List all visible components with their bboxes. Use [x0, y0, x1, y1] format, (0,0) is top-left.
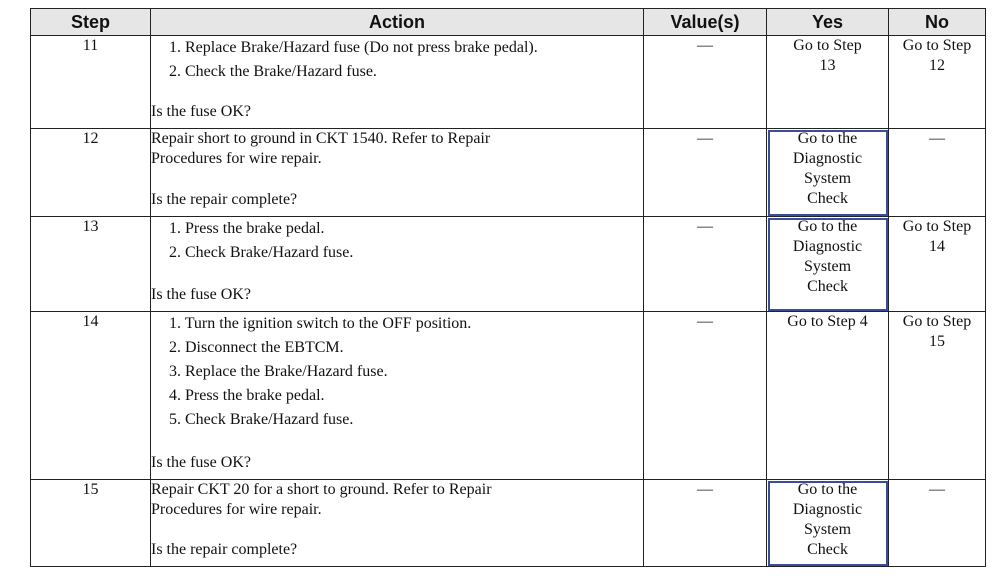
yes-line: Go to the	[797, 481, 858, 498]
yes-cell	[767, 217, 889, 312]
action-cell	[151, 217, 644, 312]
action-question: Is the repair complete?	[151, 541, 298, 558]
no-cell	[889, 480, 986, 567]
action-cell	[151, 312, 644, 480]
yes-line: Go to Step	[793, 37, 862, 54]
no-line: —	[929, 130, 945, 147]
no-cell	[889, 312, 986, 480]
yes-line: Check	[807, 190, 848, 207]
yes-line: Check	[807, 541, 848, 558]
table-row	[31, 312, 986, 480]
action-step-item: 5. Check Brake/Hazard fuse.	[169, 411, 354, 428]
action-cell	[151, 480, 644, 567]
value-dash: —	[697, 313, 713, 330]
yes-line: Go to the	[797, 218, 858, 235]
action-step-item: 1. Replace Brake/Hazard fuse (Do not press brake pedal).	[169, 39, 538, 56]
action-content	[151, 480, 643, 561]
yes-line: System	[803, 258, 852, 275]
action-cell	[151, 129, 644, 217]
diagnostic-table	[30, 8, 986, 567]
yes-cell	[767, 36, 889, 129]
no-line: 14	[929, 238, 945, 255]
table-body	[31, 36, 986, 567]
no-line: 12	[929, 57, 945, 74]
action-steps	[151, 36, 643, 84]
step-cell: 14	[31, 312, 151, 480]
yes-cell	[767, 312, 889, 480]
action-cell	[151, 36, 644, 129]
yes-line: System	[803, 170, 852, 187]
yes-line: Go to Step 4	[787, 313, 868, 330]
header-no: No	[889, 9, 986, 36]
action-question: Is the fuse OK?	[151, 103, 251, 120]
value-cell	[644, 217, 767, 312]
value-dash: —	[697, 218, 713, 235]
header-step: Step	[31, 9, 151, 36]
header-values: Value(s)	[644, 9, 767, 36]
yes-line: Diagnostic	[792, 238, 863, 255]
action-step-item: 1. Turn the ignition switch to the OFF position.	[169, 315, 472, 332]
yes-line: 13	[819, 57, 836, 74]
yes-line: Diagnostic	[792, 501, 863, 518]
value-dash: —	[697, 37, 713, 54]
value-cell	[644, 480, 767, 567]
action-question: Is the fuse OK?	[151, 286, 251, 303]
action-text: Procedures for wire repair.	[151, 501, 322, 518]
action-steps	[151, 217, 643, 265]
action-question: Is the fuse OK?	[151, 454, 251, 471]
action-question: Is the repair complete?	[151, 191, 298, 208]
yes-line: Check	[807, 278, 848, 295]
table-header-row	[31, 9, 986, 36]
no-cell	[889, 129, 986, 217]
action-text: Procedures for wire repair.	[151, 150, 322, 167]
action-step-item: 2. Check the Brake/Hazard fuse.	[169, 63, 377, 80]
table-row	[31, 129, 986, 217]
no-line: 15	[929, 333, 945, 350]
action-content	[151, 217, 643, 306]
no-cell	[889, 36, 986, 129]
yes-line: Go to the	[797, 130, 858, 147]
no-line: Go to Step	[902, 37, 972, 54]
action-step-item: 3. Replace the Brake/Hazard fuse.	[169, 363, 388, 380]
step-cell: 13	[31, 217, 151, 312]
yes-line: System	[803, 521, 852, 538]
no-line: Go to Step	[902, 218, 972, 235]
step-cell: 12	[31, 129, 151, 217]
step-cell: 15	[31, 480, 151, 567]
step-cell: 11	[31, 36, 151, 129]
table-row	[31, 217, 986, 312]
header-action: Action	[151, 9, 644, 36]
no-line: Go to Step	[902, 313, 972, 330]
table-row	[31, 480, 986, 567]
action-step-item: 2. Disconnect the EBTCM.	[169, 339, 344, 356]
action-content	[151, 129, 643, 211]
action-step-item: 2. Check Brake/Hazard fuse.	[169, 244, 354, 261]
action-content	[151, 312, 643, 474]
action-step-item: 1. Press the brake pedal.	[169, 220, 325, 237]
action-content	[151, 36, 643, 123]
no-line: —	[929, 481, 945, 498]
header-yes: Yes	[767, 9, 889, 36]
action-steps	[151, 312, 643, 432]
value-cell	[644, 129, 767, 217]
value-cell	[644, 312, 767, 480]
yes-line: Diagnostic	[792, 150, 863, 167]
action-step-item: 4. Press the brake pedal.	[169, 387, 325, 404]
value-cell	[644, 36, 767, 129]
yes-cell	[767, 129, 889, 217]
table-row	[31, 36, 986, 129]
value-dash: —	[697, 481, 713, 498]
no-cell	[889, 217, 986, 312]
action-text: Repair short to ground in CKT 1540. Refer to Repair	[151, 130, 491, 147]
value-dash: —	[697, 130, 713, 147]
yes-cell	[767, 480, 889, 567]
action-text: Repair CKT 20 for a short to ground. Refer to Repair	[151, 481, 492, 498]
